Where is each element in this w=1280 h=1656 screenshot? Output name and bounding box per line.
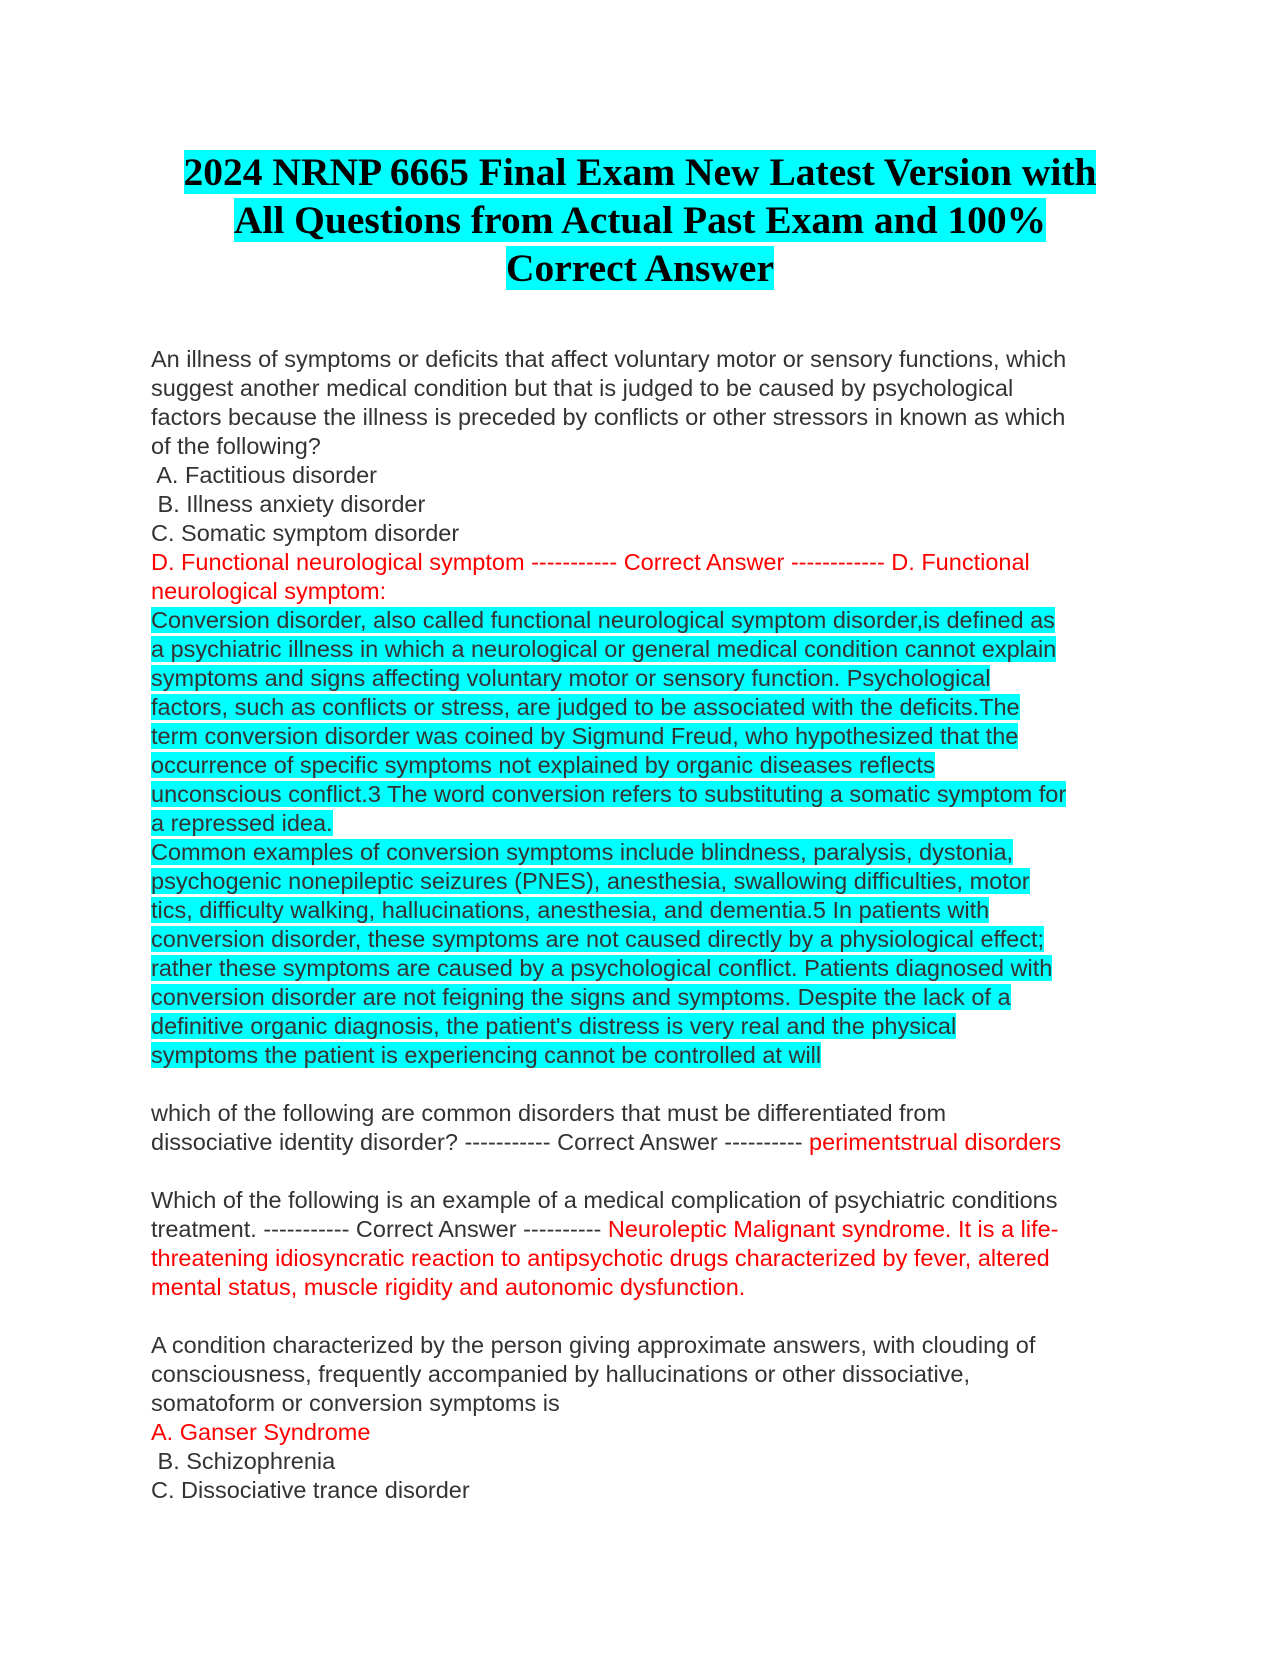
question-text-line — [151, 1128, 1151, 1157]
explanation-line: psychogenic nonepileptic seizures (PNES), anesthesia, swallowing difficulties, motor — [151, 868, 1030, 894]
answer-option: C. Somatic symptom disorder — [151, 520, 460, 546]
explanation-line: factors, such as conflicts or stress, are judged to be associated with the deficits.The — [151, 694, 1020, 720]
question-1 — [151, 345, 1151, 1070]
paragraph-gap — [151, 1302, 1151, 1331]
title-line: Correct Answer — [506, 246, 774, 290]
answer-option: B. Schizophrenia — [151, 1448, 336, 1474]
document-title — [100, 148, 1180, 292]
correct-answer-line: neurological symptom: — [151, 578, 387, 604]
title-line: All Questions from Actual Past Exam and 100% — [233, 198, 1047, 242]
title-line: 2024 NRNP 6665 Final Exam New Latest Version with — [183, 150, 1097, 194]
answer-option: B. Illness anxiety disorder — [151, 491, 426, 517]
correct-answer-line: D. Functional neurological symptom ----------- Correct Answer ------------ D. Functional — [151, 549, 1030, 575]
explanation-line: Conversion disorder, also called functional neurological symptom disorder,is defined as — [151, 607, 1055, 633]
question-3 — [151, 1186, 1151, 1302]
explanation-line: a repressed idea. — [151, 810, 333, 836]
explanation-line: symptoms the patient is experiencing cannot be controlled at will — [151, 1042, 822, 1068]
question-2 — [151, 1099, 1151, 1157]
question-text-line: of the following? — [151, 433, 321, 459]
document-body — [151, 345, 1151, 1505]
question-text-line: A condition characterized by the person giving approximate answers, with clouding of — [151, 1332, 1036, 1358]
explanation-line: occurrence of specific symptoms not explained by organic diseases reflects — [151, 752, 935, 778]
explanation-line: conversion disorder are not feigning the signs and symptoms. Despite the lack of a — [151, 984, 1011, 1010]
explanation-line: symptoms and signs affecting voluntary motor or sensory function. Psychological — [151, 665, 991, 691]
question-text-line: suggest another medical condition but that is judged to be caused by psychological — [151, 375, 1014, 401]
explanation-line: conversion disorder, these symptoms are not caused directly by a physiological effect; — [151, 926, 1045, 952]
correct-answer-line: A. Ganser Syndrome — [151, 1419, 371, 1445]
answer-option: A. Factitious disorder — [151, 462, 377, 488]
question-text-line: consciousness, frequently accompanied by hallucinations or other dissociative, — [151, 1361, 971, 1387]
explanation-line: unconscious conflict.3 The word conversion refers to substituting a somatic symptom for — [151, 781, 1067, 807]
question-text-line: factors because the illness is preceded by conflicts or other stressors in known as which — [151, 404, 1066, 430]
correct-answer-line: threatening idiosyncratic reaction to antipsychotic drugs characterized by fever, altered — [151, 1245, 1050, 1271]
correct-answer: Neuroleptic Malignant syndrome. It is a life- — [607, 1216, 1059, 1242]
explanation-line: rather these symptoms are caused by a psychological conflict. Patients diagnosed with — [151, 955, 1053, 981]
question-text-line — [151, 1215, 1151, 1244]
paragraph-gap — [151, 1070, 1151, 1099]
question-text-line: somatoform or conversion symptoms is — [151, 1390, 560, 1416]
question-text-line: An illness of symptoms or deficits that affect voluntary motor or sensory functions, which — [151, 346, 1067, 372]
question-4 — [151, 1331, 1151, 1505]
correct-answer: perimentstrual disorders — [809, 1129, 1062, 1155]
answer-prefix: dissociative identity disorder? ----------- Correct Answer ---------- — [151, 1129, 810, 1155]
explanation-line: tics, difficulty walking, hallucinations, anesthesia, and dementia.5 In patients with — [151, 897, 990, 923]
answer-prefix: treatment. ----------- Correct Answer ---------- — [151, 1216, 608, 1242]
answer-option: C. Dissociative trance disorder — [151, 1477, 470, 1503]
question-text-line: Which of the following is an example of a medical complication of psychiatric conditions — [151, 1187, 1058, 1213]
explanation-line: Common examples of conversion symptoms include blindness, paralysis, dystonia, — [151, 839, 1014, 865]
explanation-line: definitive organic diagnosis, the patient's distress is very real and the physical — [151, 1013, 957, 1039]
paragraph-gap — [151, 1157, 1151, 1186]
explanation-line: a psychiatric illness in which a neurological or general medical condition cannot explain — [151, 636, 1057, 662]
question-text-line: which of the following are common disorders that must be differentiated from — [151, 1100, 947, 1126]
explanation-line: term conversion disorder was coined by Sigmund Freud, who hypothesized that the — [151, 723, 1019, 749]
correct-answer-line: mental status, muscle rigidity and autonomic dysfunction. — [151, 1274, 746, 1300]
